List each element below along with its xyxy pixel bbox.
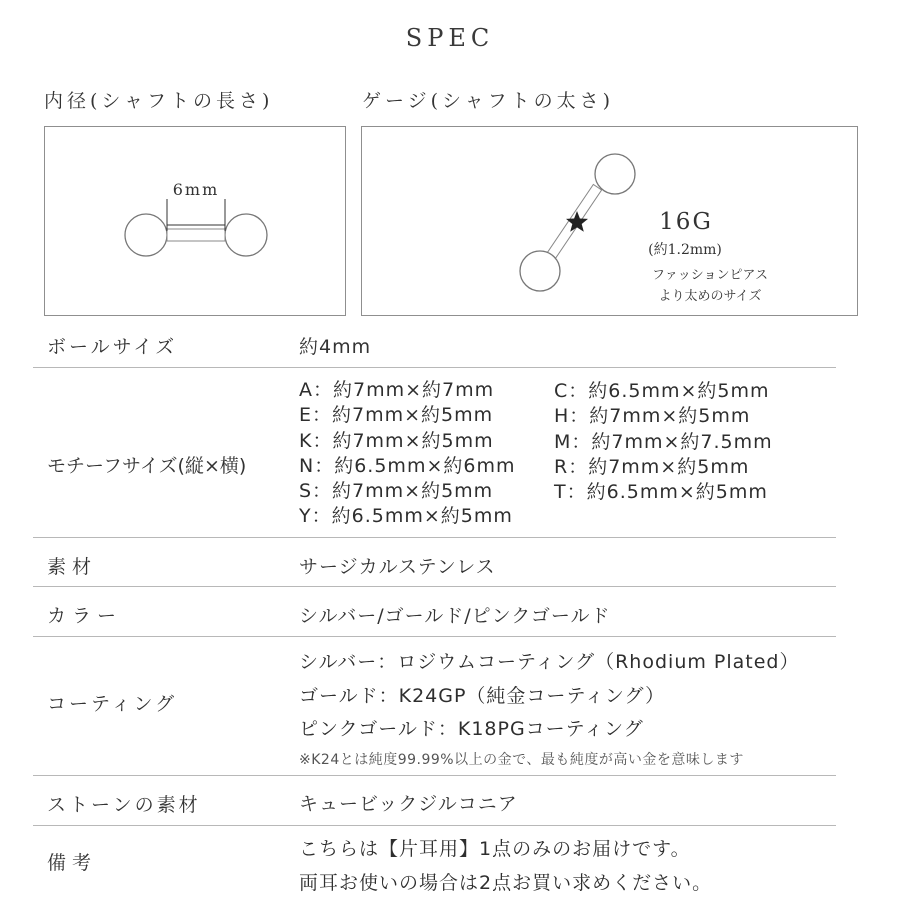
spec-row-ball	[33, 318, 836, 368]
page-title: SPEC	[405, 24, 495, 52]
motif-item: Y：約6.5mm×約5mm	[299, 505, 513, 528]
motif-list-right	[554, 379, 773, 505]
stone-label: ストーンの素材	[47, 794, 201, 816]
shaft	[167, 229, 225, 241]
gauge-note-line1: ファッションピアス	[652, 268, 768, 283]
ball-value: 約4mm	[299, 336, 372, 358]
motif-item: N：約6.5mm×約6mm	[299, 454, 516, 477]
motif-label: モチーフサイズ(縦×横)	[47, 455, 247, 477]
coating-note: ※K24とは純度99.99%以上の金で、最も純度が高い金を意味します	[299, 752, 744, 768]
motif-item: H：約7mm×約5mm	[554, 405, 751, 428]
spec-row-color	[33, 587, 836, 637]
coating-pinkgold: ピンクゴールド：K18PGコーティング	[299, 718, 644, 740]
color-label: カラー	[47, 605, 123, 627]
inner-diameter-diagram	[44, 126, 346, 316]
remarks-line2: 両耳お使いの場合は2点お買い求めください。	[299, 872, 713, 894]
inner-diameter-label: 内径(シャフトの長さ)	[44, 90, 274, 112]
motif-item: R：約7mm×約5mm	[554, 455, 750, 478]
ball-label: ボールサイズ	[47, 336, 178, 358]
stone-value: キュービックジルコニア	[299, 793, 518, 815]
motif-item: M：約7mm×約7.5mm	[554, 430, 773, 453]
spec-row-coating	[33, 637, 836, 776]
material-label: 素材	[47, 556, 98, 578]
remarks-line1: こちらは【片耳用】1点のみのお届けです。	[299, 838, 691, 860]
dimension-text: 6mm	[172, 180, 220, 199]
barbell-straight-illustration	[45, 127, 347, 317]
coating-label: コーティング	[47, 693, 178, 715]
spec-row-motif	[33, 368, 836, 538]
motif-item: T：約6.5mm×約5mm	[554, 481, 768, 504]
bottom-ball	[520, 251, 560, 291]
gauge-label: ゲージ(シャフトの太さ)	[362, 90, 615, 112]
motif-item: A：約7mm×約7mm	[299, 379, 495, 401]
gauge-size: 16G	[659, 209, 713, 235]
spec-row-stone	[33, 776, 836, 826]
left-ball	[125, 214, 167, 256]
barbell-angled-illustration	[362, 127, 859, 317]
motif-list-left	[299, 378, 515, 530]
coating-gold: ゴールド：K24GP（純金コーティング）	[299, 685, 666, 707]
top-ball	[595, 154, 635, 194]
spec-row-material	[33, 538, 836, 587]
gauge-size-mm: (約1.2mm)	[648, 242, 722, 258]
motif-item: E：約7mm×約5mm	[299, 404, 494, 427]
motif-item: K：約7mm×約5mm	[299, 429, 494, 452]
gauge-diagram	[361, 126, 858, 316]
color-value: シルバー/ゴールド/ピンクゴールド	[299, 605, 611, 627]
motif-item: S：約7mm×約5mm	[299, 480, 494, 503]
remarks-label: 備考	[47, 852, 98, 874]
gauge-note-line2: より太めのサイズ	[658, 289, 762, 304]
coating-silver: シルバー：ロジウムコーティング（Rhodium Plated）	[299, 651, 800, 673]
right-ball	[225, 214, 267, 256]
material-value: サージカルステンレス	[299, 556, 496, 578]
motif-item: C：約6.5mm×約5mm	[554, 380, 770, 402]
spec-row-remarks	[33, 826, 836, 900]
